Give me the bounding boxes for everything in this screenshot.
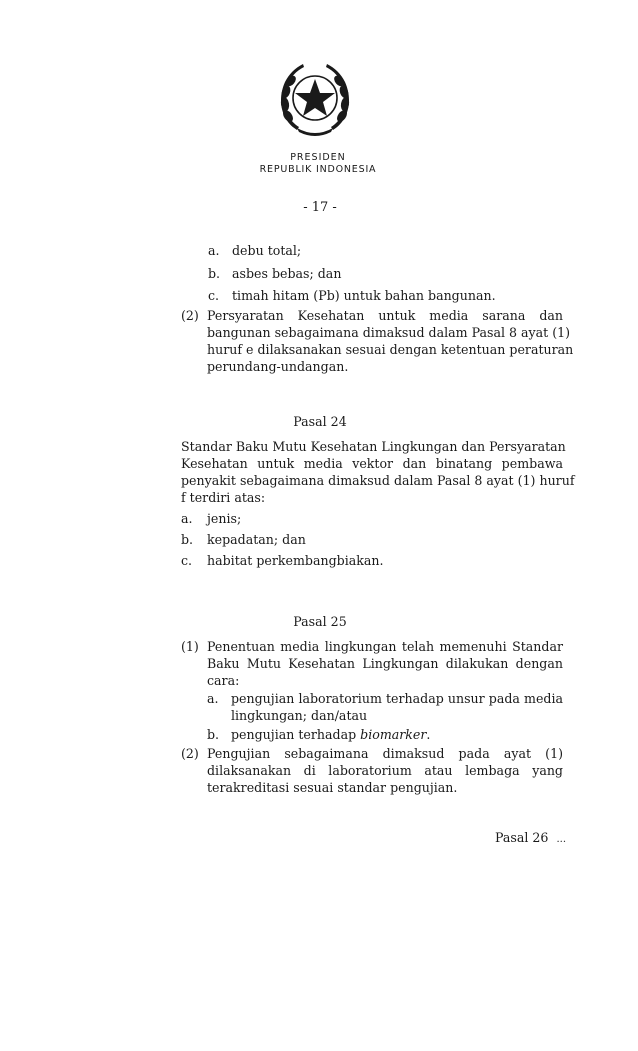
header-republic: REPUBLIK INDONESIA — [259, 164, 377, 175]
list-item-line: lingkungan; dan/atau — [231, 708, 368, 723]
list-marker: b. — [208, 266, 221, 281]
list-item-end: . — [426, 727, 431, 742]
paragraph-line: perundang-undangan. — [207, 359, 349, 374]
section-title: Pasal 25 — [293, 614, 347, 629]
list-item-line: pengujian laboratorium terhadap unsur pada media — [231, 691, 563, 706]
list-marker: a. — [181, 511, 193, 526]
paragraph-line: dilaksanakan di laboratorium atau lembaga yang — [207, 763, 563, 778]
paragraph-line: Persyaratan Kesehatan untuk media sarana dan — [207, 308, 563, 323]
paragraph-line: huruf e dilaksanakan sesuai dengan ketentuan peraturan — [207, 342, 574, 357]
garuda-star-emblem-icon — [275, 58, 355, 138]
paragraph-line: Standar Baku Mutu Kesehatan Lingkungan dan Persyaratan — [181, 439, 566, 454]
paragraph-line: penyakit sebagaimana dimaksud dalam Pasal 8 ayat (1) huruf — [181, 473, 575, 488]
next-pasal: Pasal 26 — [495, 830, 549, 845]
paragraph-line: bangunan sebagaimana dimaksud dalam Pasal 8 ayat (1) — [207, 325, 571, 340]
list-item: kepadatan; dan — [207, 532, 306, 547]
paragraph-marker: (2) — [181, 308, 199, 323]
paragraph-line: cara: — [207, 673, 240, 688]
paragraph-line: terakreditasi sesuai standar pengujian. — [207, 780, 458, 795]
paragraph-line: Pengujian sebagaimana dimaksud pada ayat (1) — [207, 746, 563, 761]
italic-term: biomarker — [360, 727, 427, 742]
list-item: timah hitam (Pb) untuk bahan bangunan. — [232, 288, 496, 303]
paragraph-marker: (1) — [181, 639, 199, 654]
list-item — [231, 726, 430, 743]
list-item-text: pengujian terhadap — [231, 727, 361, 742]
paragraph-line: Kesehatan untuk media vektor dan binatang pembawa — [181, 456, 563, 471]
list-marker: a. — [207, 691, 219, 706]
paragraph-line: Baku Mutu Kesehatan Lingkungan dilakukan dengan — [207, 656, 563, 671]
section-title: Pasal 24 — [293, 414, 347, 429]
paragraph-line: Penentuan media lingkungan telah memenuhi Standar — [207, 639, 563, 654]
paragraph-line: f terdiri atas: — [181, 490, 266, 505]
header-president: PRESIDEN — [290, 152, 346, 163]
list-marker: c. — [181, 553, 193, 568]
list-item: jenis; — [207, 511, 242, 526]
list-item: asbes bebas; dan — [232, 266, 342, 281]
list-item: debu total; — [232, 243, 302, 258]
list-marker: a. — [208, 243, 220, 258]
list-marker: b. — [207, 727, 220, 742]
continuation-dots: ... — [556, 834, 567, 845]
list-marker: c. — [208, 288, 220, 303]
next-page-reference — [495, 829, 566, 848]
list-item: habitat perkembangbiakan. — [207, 553, 384, 568]
list-marker: b. — [181, 532, 194, 547]
page-number: - 17 - — [303, 200, 337, 215]
paragraph-marker: (2) — [181, 746, 199, 761]
